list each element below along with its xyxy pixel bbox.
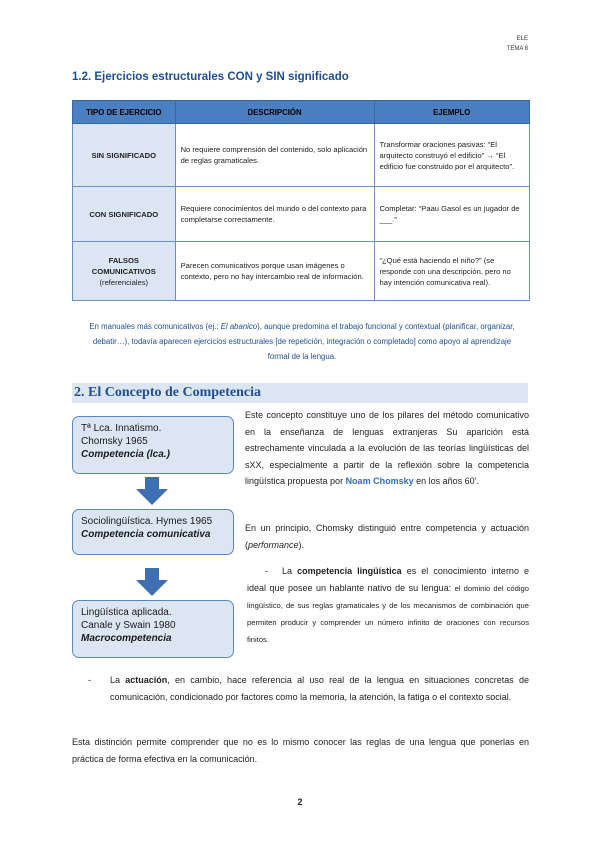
box-line: Sociolingüística. Hymes 1965 [81, 516, 213, 527]
bullet-competence [247, 563, 529, 648]
row-type: FALSOS COMUNICATIVOS [91, 255, 156, 276]
page-number: 2 [297, 797, 303, 807]
text: La [282, 566, 298, 576]
box-concept: Macrocompetencia [81, 633, 172, 644]
row-type-cell [73, 242, 176, 301]
text: La [110, 675, 126, 685]
text: ). [298, 539, 305, 550]
row-description: Requiere conocimientos del mundo o del contexto para completarse correctamente. [175, 187, 374, 242]
exercise-types-table [72, 100, 530, 301]
section-title: 2. El Concepto de Competencia [74, 385, 262, 400]
box-line: Chomsky 1965 [81, 436, 148, 447]
row-example: Transformar oraciones pasivas: “El arquitecto construyó el edificio” → “El edificio fue construido por el arquitecto”. [374, 124, 530, 187]
term-actuation: actuación [125, 675, 168, 685]
note-text: En manuales más comunicativos (ej.: [89, 322, 221, 331]
box-line: Tª Lca. Innatismo. [81, 423, 162, 434]
table-header-row [73, 101, 530, 124]
box-concept: Competencia (lca.) [81, 449, 170, 460]
diagram-box-innatism [72, 416, 234, 474]
row-example: Completar: “Paau Gasol es un jugador de ___.” [374, 187, 530, 242]
table-header-type: TIPO DE EJERCICIO [73, 101, 176, 124]
bullet-dash: - [88, 675, 91, 685]
header-subject: ELE [516, 36, 528, 42]
table-row [73, 242, 530, 301]
diagram-box-applied-linguistics [72, 600, 234, 658]
box-line: Lingüística aplicada. [81, 607, 172, 618]
table-row [73, 124, 530, 187]
box-concept: Competencia comunicativa [81, 529, 211, 540]
row-type-subtitle: (referenciales) [99, 277, 149, 287]
table-row [73, 187, 530, 242]
text: en los años 60’. [413, 476, 480, 486]
paragraph-distinction [245, 520, 529, 553]
bullet-performance [90, 672, 529, 705]
note-text: ), aunque predomina el trabajo funcional y contextual (planificar, organizar, debatir…), todavía aparecen ejercicios estructurales [de repetición, integración o completado] como apoyo al aprendizaje formal de la lengua. [92, 322, 515, 361]
row-description: Parecen comunicativos porque usan imágenes o contexto, pero no hay intercambio real de información. [175, 242, 374, 301]
text: Este concepto constituye uno de los pilares del método comunicativo en la enseñanza de lenguas extranjeras Su aparición está estrechamente vinculada a la evolución de las teorías lingüísticas del sXX, especialmente a partir de la reflexión sobre la competencia lingüística propuesta por [245, 410, 529, 486]
term-performance: performance [248, 539, 299, 550]
table-header-description: DESCRIPCIÓN [175, 101, 374, 124]
header-topic: TEMA 8 [506, 46, 528, 52]
row-type: CON SIGNIFICADO [73, 187, 176, 242]
page-header [507, 34, 528, 54]
author-name: Noam Chomsky [345, 476, 414, 486]
text-detail: el dominio del código lingüístico, de sus reglas gramaticales y de los mecanismos de combinación que permiten producir y comprender un número infinito de oraciones con recursos finitos. [247, 583, 529, 644]
arrow-down-icon [136, 477, 168, 505]
row-type: SIN SIGNIFICADO [73, 124, 176, 187]
paragraph-intro [245, 407, 529, 490]
table-header-example: EJEMPLO [374, 101, 530, 124]
term-competence: competencia lingüística [297, 566, 402, 576]
box-line: Canale y Swain 1980 [81, 620, 176, 631]
subsection-title: 1.2. Ejercicios estructurales CON y SIN significado [72, 71, 349, 83]
text: es el conocimiento interno e ideal que posee un hablante nativo de su lengua: [247, 566, 530, 593]
paragraph-conclusion: Esta distinción permite comprender que no es lo mismo conocer las reglas de una lengua que ponerlas en práctica de forma efectiva en la comunicación. [72, 737, 529, 764]
text: , en cambio, hace referencia al uso real de la lengua en situaciones concretas de comunicación, condicionado por factores como la memoria, la atención, la fatiga o el contexto social. [110, 675, 529, 702]
diagram-box-sociolinguistics [72, 509, 234, 555]
note-book-title: El abanico [220, 322, 258, 331]
bullet-body [90, 672, 529, 705]
text: En un principio, Chomsky distinguió entre competencia y actuación ( [245, 523, 529, 550]
bullet-dash: - [265, 566, 268, 576]
arrow-down-icon [136, 568, 168, 596]
row-example: “¿Qué está haciendo el niño?” (se responde con una descripción, pero no hay intención comunicativa real). [374, 242, 530, 301]
row-description: No requiere comprensión del contenido, solo aplicación de reglas gramaticales. [175, 124, 374, 187]
manuals-note [88, 319, 516, 364]
